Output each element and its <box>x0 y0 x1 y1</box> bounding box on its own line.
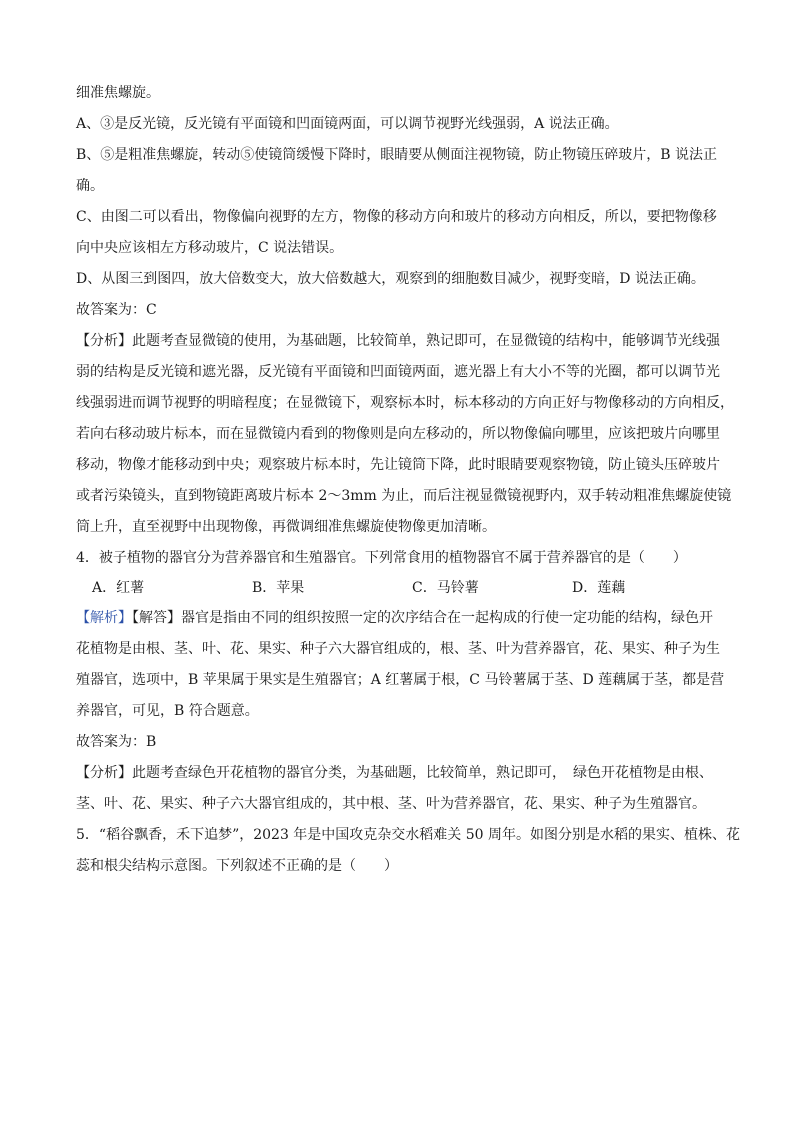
text-line: 细准焦螺旋。 <box>76 85 160 101</box>
option-b-explanation-line-2: 确。 <box>76 178 104 194</box>
solution-paragraph <box>76 605 752 631</box>
answer-line: 故答案为：B <box>76 734 157 750</box>
option-a-explanation: A、③是反光镜，反光镜有平面镜和凹面镜两面，可以调节视野光线强弱，A 说法正确。 <box>76 116 619 132</box>
answer-line: 故答案为：C <box>76 302 157 318</box>
analysis-line: 弱的结构是反光镜和遮光器，反光镜有平面镜和凹面镜两面，遮光器上有大小不等的光圈，都可以调节光 <box>76 364 720 380</box>
solution-text: 器官是指由不同的组织按照一定的次序结合在一起构成的行使一定功能的结构，绿色开 <box>181 610 713 626</box>
question-4-options <box>92 575 752 601</box>
question-5-stem-line-1: 5．“稻谷飘香，禾下追梦”，2023 年是中国攻克杂交水稻难关 50 周年。如图分别是水稻的果实、植株、花 <box>76 827 741 843</box>
analysis-tag: 【分析】 <box>76 333 132 349</box>
option-b-explanation-line-1: B、⑤是粗准焦螺旋，转动⑤使镜筒缓慢下降时，眼睛要从侧面注视物镜，防止物镜压碎玻片，B 说法正 <box>76 147 718 163</box>
analysis-text: 此题考查显微镜的使用，为基础题，比较简单，熟记即可，在显微镜的结构中，能够调节光线强 <box>132 333 720 349</box>
jiexi-tag: 【解析】 <box>76 610 132 626</box>
analysis-line: 移动，物像才能移动到中央；观察玻片标本时，先让镜筒下降，此时眼睛要观察物镜，防止镜头压碎玻片 <box>76 457 720 473</box>
option-c: C．马铃薯 <box>412 580 479 596</box>
analysis-paragraph <box>76 760 752 786</box>
question-5-stem-line-2: 蕊和根尖结构示意图。下列叙述不正确的是（ ） <box>76 858 398 874</box>
analysis-tag: 【分析】 <box>76 765 132 781</box>
analysis-line: 或者污染镜头，直到物镜距离玻片标本 2～3mm 为止，而后注视显微镜视野内，双手转动粗准焦螺旋使镜 <box>76 488 732 504</box>
option-b: B．苹果 <box>252 580 305 596</box>
analysis-line: 若向右移动玻片标本，而在显微镜内看到的物像则是向左移动的，所以物像偏向哪里，应该把玻片向哪里 <box>76 426 720 442</box>
option-c-explanation-line-2: 向中央应该相左方移动玻片，C 说法错误。 <box>76 240 344 256</box>
option-a: A．红薯 <box>92 580 145 596</box>
jieda-tag: 【解答】 <box>132 610 181 626</box>
solution-line: 花植物是由根、茎、叶、花、果实、种子六大器官组成的，根、茎、叶为营养器官，花、果实、种子为生 <box>76 641 720 657</box>
solution-line: 养器官，可见，B 符合题意。 <box>76 703 259 719</box>
analysis-line: 线强弱进而调节视野的明暗程度；在显微镜下，观察标本时，标本移动的方向正好与物像移动的方向相反， <box>76 395 734 411</box>
analysis-text: 此题考查绿色开花植物的器官分类，为基础题，比较简单，熟记即可， 绿色开花植物是由根、 <box>132 765 713 781</box>
analysis-line: 茎、叶、花、果实、种子六大器官组成的，其中根、茎、叶为营养器官，花、果实、种子为生殖器官。 <box>76 796 706 812</box>
document-page <box>76 80 752 879</box>
analysis-line: 筒上升，直至视野中出现物像，再微调细准焦螺旋使物像更加清晰。 <box>76 519 496 535</box>
option-d-explanation: D、从图三到图四，放大倍数变大，放大倍数越大，观察到的细胞数目减少，视野变暗，D 说法正确。 <box>76 271 705 287</box>
question-4-stem: 4．被子植物的器官分为营养器官和生殖器官。下列常食用的植物器官不属于营养器官的是（ ） <box>76 550 687 566</box>
analysis-paragraph <box>76 328 752 354</box>
option-c-explanation-line-1: C、由图二可以看出，物像偏向视野的左方，物像的移动方向和玻片的移动方向相反，所以，要把物像移 <box>76 209 717 225</box>
solution-line: 殖器官，选项中，B 苹果属于果实是生殖器官；A 红薯属于根，C 马铃薯属于茎、D 莲藕属于茎，都是营 <box>76 672 725 688</box>
option-d: D．莲藕 <box>572 580 626 596</box>
